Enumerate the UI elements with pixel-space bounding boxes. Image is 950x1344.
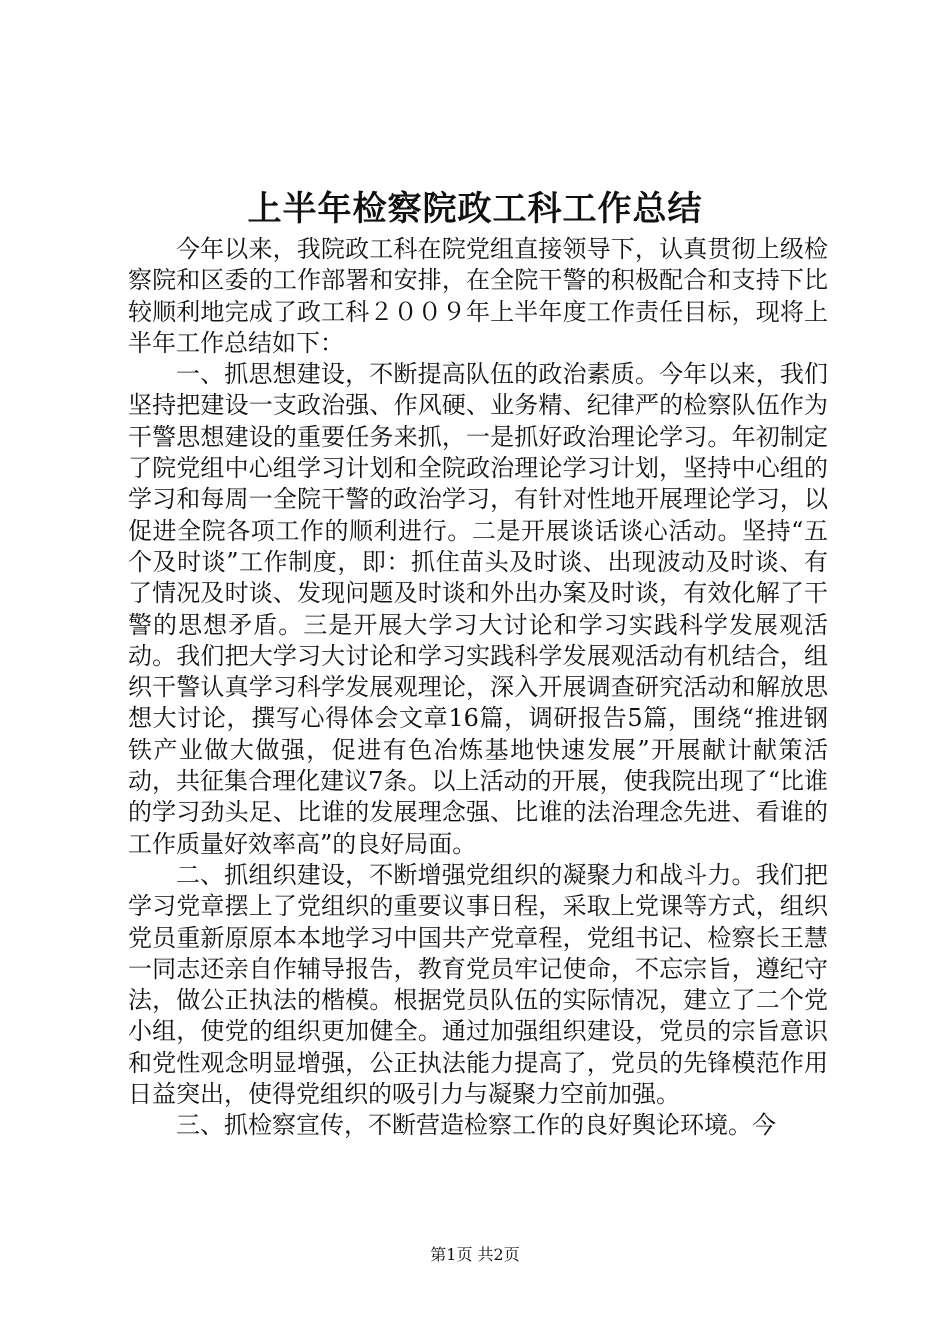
page-footer: 第1页 共2页 [430,1245,520,1264]
document-body [128,234,828,1142]
paragraph-section-3: 三、抓检察宣传，不断营造检察工作的良好舆论环境。今 [176,1111,776,1140]
paragraph-section-2: 二、抓组织建设，不断增强党组织的凝聚力和战斗力。我们把学习党章摆上了党组织的重要议事日程，采取上党课等方式，组织党员重新原原本本地学习中国共产党章程，党组书记、检察长王慧一同志还亲自作辅导报告，教育党员牢记使命，不忘宗旨，遵纪守法，做公正执法的楷模。根据党员队伍的实际情况，建立了二个党小组，使党的组织更加健全。通过加强组织建设，党员的宗旨意识和党性观念明显增强，公正执法能力提高了，党员的先锋模范作用日益突出，使得党组织的吸引力与凝聚力空前加强。 [128,860,828,1109]
document-title: 上半年检察院政工科工作总结 [247,189,703,229]
paragraph-section-1: 一、抓思想建设，不断提高队伍的政治素质。今年以来，我们坚持把建设一支政治强、作风硬、业务精、纪律严的检察队伍作为干警思想建设的重要任务来抓，一是抓好政治理论学习。年初制定了院党组中心组学习计划和全院政治理论学习计划，坚持中心组的学习和每周一全院干警的政治学习，有针对性地开展理论学习，以促进全院各项工作的顺利进行。二是开展谈话谈心活动。坚持“五个及时谈”工作制度，即：抓住苗头及时谈、出现波动及时谈、有了情况及时谈、发现问题及时谈和外出办案及时谈，有效化解了干警的思想矛盾。三是开展大学习大讨论和学习实践科学发展观活动。我们把大学习大讨论和学习实践科学发展观活动有机结合，组织干警认真学习科学发展观理论，深入开展调查研究活动和解放思想大讨论，撰写心得体会文章16篇，调研报告5篇，围绕“推进钢铁产业做大做强，促进有色冶炼基地快速发展”开展献计献策活动，共征集合理化建议7条。以上活动的开展，使我院出现了“比谁的学习劲头足、比谁的发展理念强、比谁的法治理念先进、看谁的工作质量好效率高”的良好局面。 [128,360,828,858]
paragraph-intro: 今年以来，我院政工科在院党组直接领导下，认真贯彻上级检察院和区委的工作部署和安排，在全院干警的积极配合和支持下比较顺利地完成了政工科２００９年上半年度工作责任目标，现将上半年工作总结如下： [128,235,828,357]
